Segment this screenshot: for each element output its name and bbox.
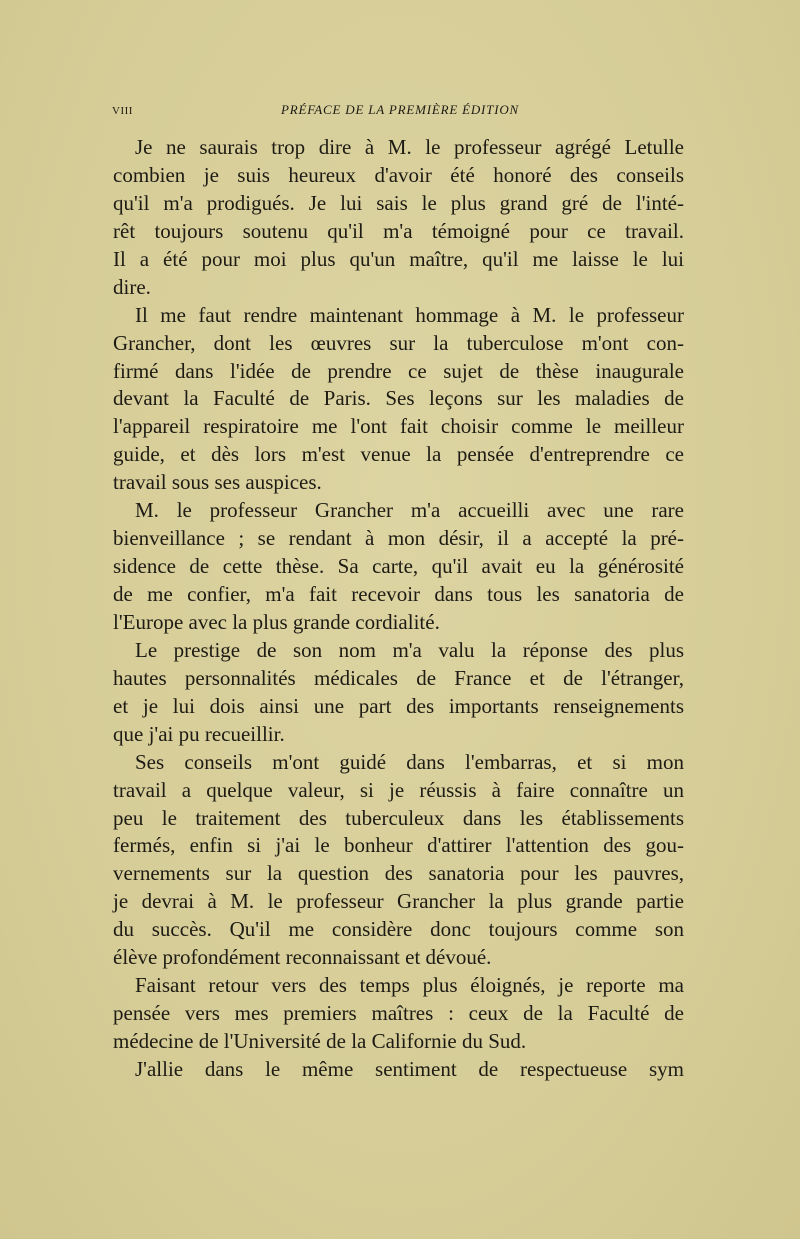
text-line-content: l'Europe avec la plus grande cordialité. xyxy=(113,609,440,634)
text-line-content: que j'ai pu recueillir. xyxy=(113,721,285,746)
text-line-content: Le prestige de son nom m'a valu la réponse des plus xyxy=(135,637,684,662)
text-line-content: J'allie dans le même sentiment de respectueuse sym xyxy=(135,1056,684,1081)
text-line-content: bienveillance ; se rendant à mon désir, il a accepté la pré- xyxy=(113,526,684,551)
text-line-content: qu'il m'a prodigués. Je lui sais le plus grand gré de l'inté- xyxy=(113,190,684,215)
text-line-content: Il me faut rendre maintenant hommage à M. le professeur xyxy=(135,302,684,327)
text-line-content: pensée vers mes premiers maîtres : ceux de la Faculté de xyxy=(113,1001,684,1026)
text-line xyxy=(113,580,684,608)
text-line-content: Ses conseils m'ont guidé dans l'embarras, et si mon xyxy=(135,749,684,774)
text-line xyxy=(113,664,684,692)
text-line xyxy=(113,943,684,971)
text-line-content: travail a quelque valeur, si je réussis à faire connaître un xyxy=(113,777,684,802)
text-line-content: fermés, enfin si j'ai le bonheur d'attirer l'attention des gou- xyxy=(113,833,684,858)
text-line-content: sidence de cette thèse. Sa carte, qu'il avait eu la générosité xyxy=(113,554,684,579)
text-line xyxy=(113,915,684,943)
text-line xyxy=(113,524,684,552)
text-line xyxy=(113,804,684,832)
page-number: VIII xyxy=(112,105,133,117)
text-line xyxy=(113,357,684,385)
text-line-content: devant la Faculté de Paris. Ses leçons sur les maladies de xyxy=(113,386,684,411)
text-line-content: et je lui dois ainsi une part des importants renseignements xyxy=(113,693,684,718)
text-line-content: de me confier, m'a fait recevoir dans tous les sanatoria de xyxy=(113,582,684,606)
text-line-content: du succès. Qu'il me considère donc toujours comme son xyxy=(113,917,684,942)
text-line xyxy=(113,636,684,664)
text-line xyxy=(113,859,684,887)
text-line-content: Faisant retour vers des temps plus éloignés, je reporte ma xyxy=(135,973,684,998)
text-line-content: travail sous ses auspices. xyxy=(113,470,322,495)
text-line-content: M. le professeur Grancher m'a accueilli avec une rare xyxy=(135,498,684,523)
text-line xyxy=(113,384,684,412)
text-line xyxy=(113,245,684,273)
text-line xyxy=(113,133,684,161)
text-line-content: Il a été pour moi plus qu'un maître, qu'il me laisse le lui xyxy=(113,246,684,271)
text-line-content: rêt toujours soutenu qu'il m'a témoigné pour ce travail. xyxy=(113,218,684,243)
text-line xyxy=(113,608,684,636)
text-line-content: peu le traitement des tuberculeux dans les établissements xyxy=(113,805,684,830)
text-line-content: Je ne saurais trop dire à M. le professeur agrégé Letulle xyxy=(135,135,684,159)
text-line xyxy=(113,887,684,915)
text-line-content: Grancher, dont les œuvres sur la tuberculose m'ont con- xyxy=(113,330,684,355)
text-line-content: élève profondément reconnaissant et dévoué. xyxy=(113,945,492,970)
text-line-content: je devrai à M. le professeur Grancher la plus grande partie xyxy=(113,889,684,914)
text-line xyxy=(113,189,684,217)
text-line xyxy=(113,496,684,524)
text-line xyxy=(113,301,684,329)
text-line xyxy=(113,412,684,440)
text-line xyxy=(113,1027,684,1055)
text-line xyxy=(113,776,684,804)
text-line xyxy=(113,720,684,748)
text-line-content: médecine de l'Université de la Californie du Sud. xyxy=(113,1029,527,1053)
text-line xyxy=(113,831,684,859)
text-line-content: firmé dans l'idée de prendre ce sujet de thèse inaugurale xyxy=(113,358,684,383)
text-line xyxy=(113,329,684,357)
text-line xyxy=(113,217,684,245)
text-line xyxy=(113,1055,684,1083)
running-header: PRÉFACE DE LA PREMIÈRE ÉDITION xyxy=(281,102,519,117)
text-line-content: dire. xyxy=(113,274,151,299)
text-line xyxy=(113,692,684,720)
text-line xyxy=(113,161,684,189)
text-line xyxy=(113,273,684,301)
text-line-content: hautes personnalités médicales de France et de l'étranger, xyxy=(113,665,684,690)
text-line-content: l'appareil respiratoire me l'ont fait choisir comme le meilleur xyxy=(113,414,684,439)
text-line-content: vernements sur la question des sanatoria pour les pauvres, xyxy=(113,861,684,886)
text-line xyxy=(113,468,684,496)
text-line xyxy=(113,552,684,580)
text-line xyxy=(113,971,684,999)
text-line xyxy=(113,748,684,776)
text-line-content: combien je suis heureux d'avoir été honoré des conseils xyxy=(113,162,684,187)
text-line-content: guide, et dès lors m'est venue la pensée d'entreprendre ce xyxy=(113,442,684,467)
body-text xyxy=(113,133,684,1083)
text-line xyxy=(113,440,684,468)
text-line xyxy=(113,999,684,1027)
